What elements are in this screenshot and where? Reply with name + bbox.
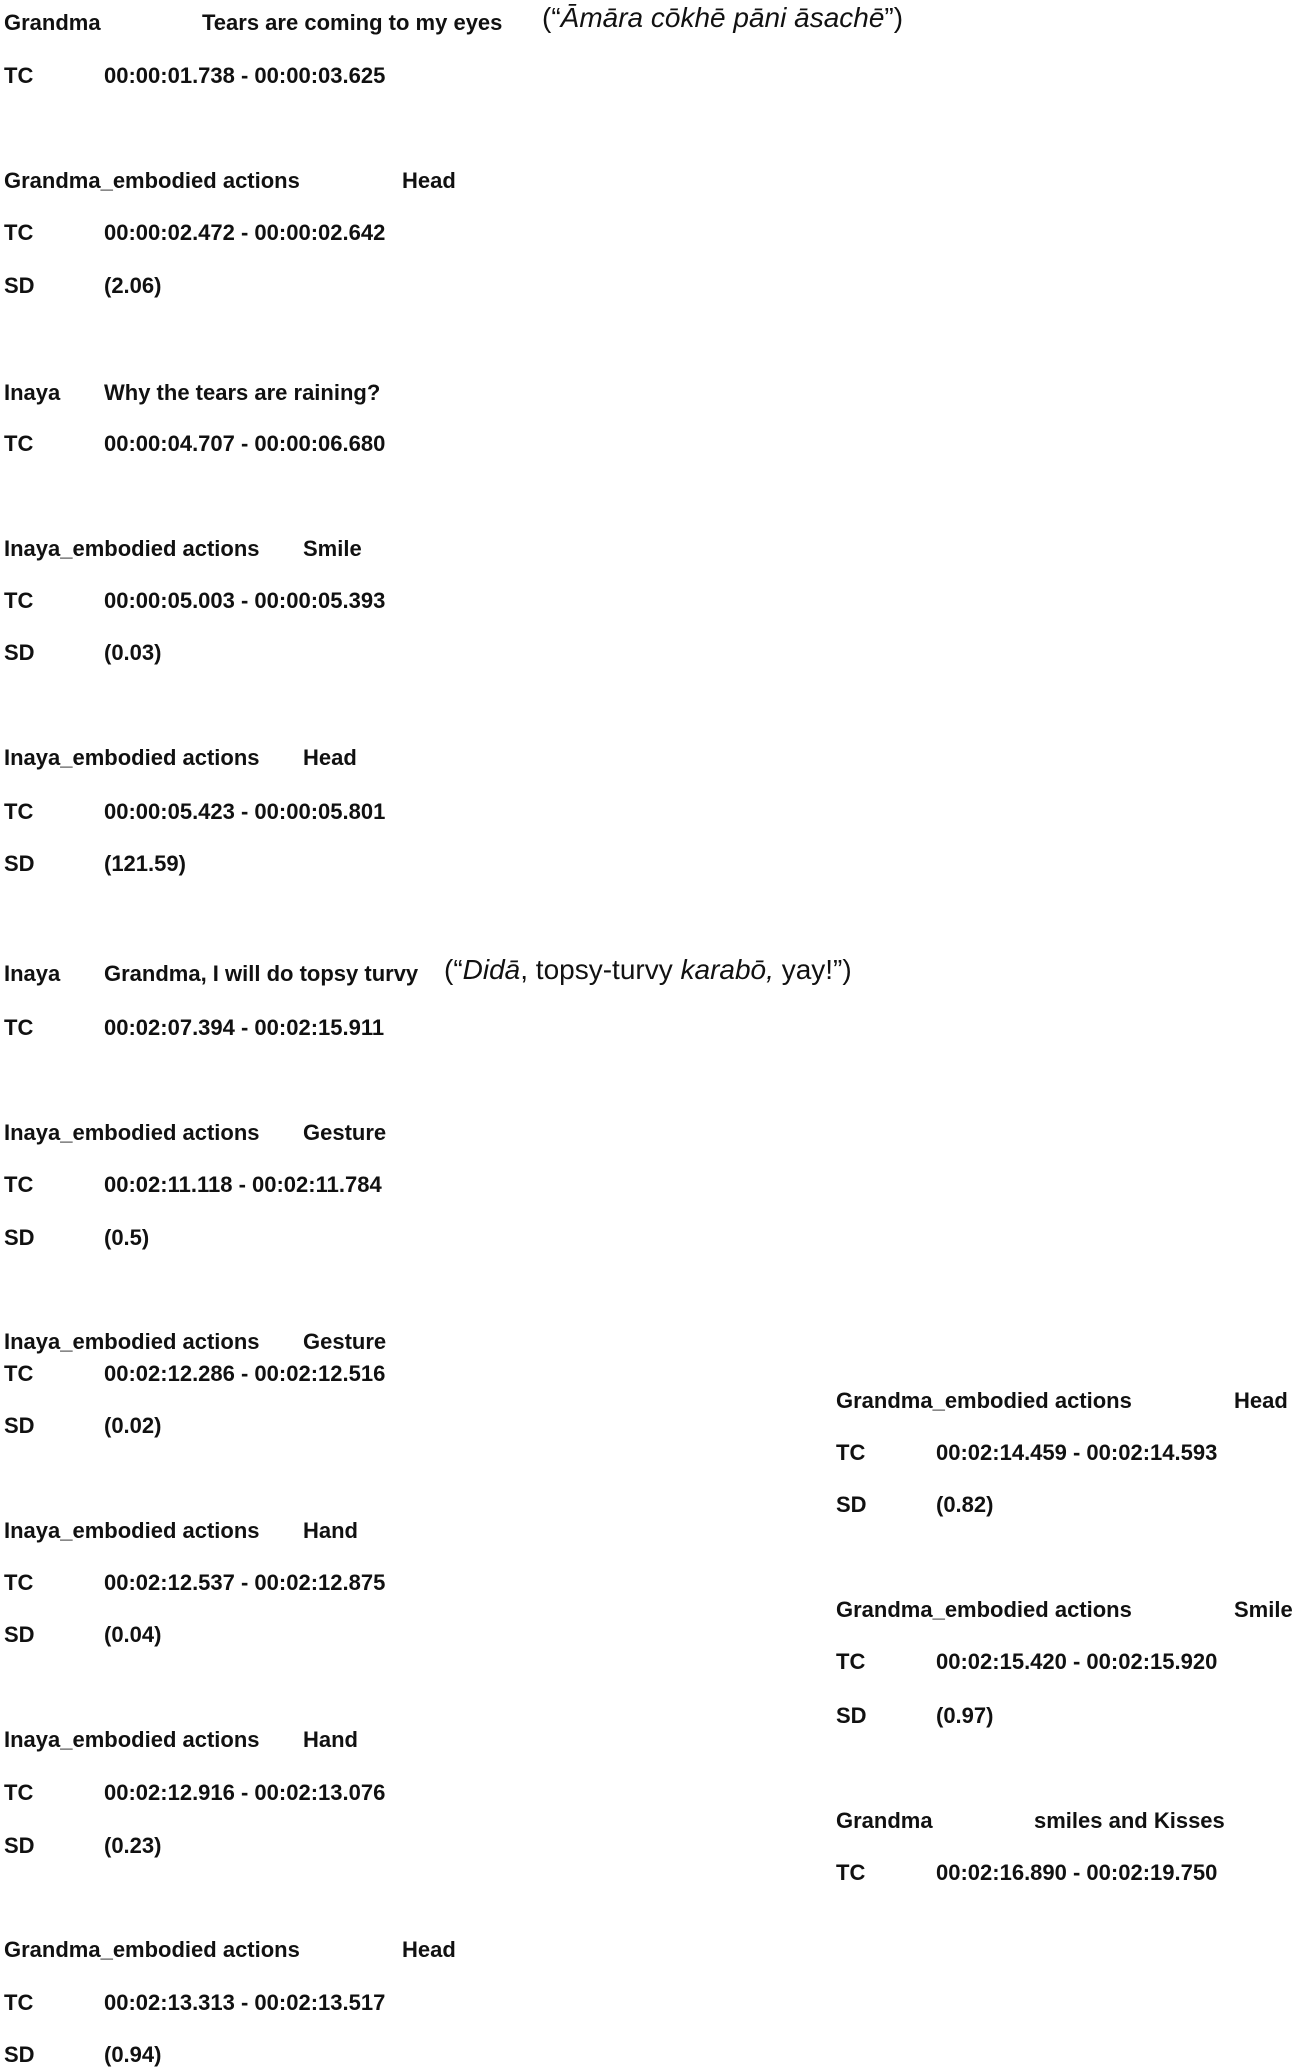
embodied-action: Head bbox=[402, 168, 456, 193]
sd-label: SD bbox=[4, 640, 35, 665]
utterance-transliteration bbox=[444, 954, 852, 985]
embodied-label: Inaya_embodied actions bbox=[4, 745, 260, 770]
embodied-label: Inaya_embodied actions bbox=[4, 1120, 260, 1145]
speaker-label: Grandma bbox=[4, 10, 101, 35]
embodied-label: Grandma_embodied actions bbox=[4, 168, 300, 193]
tc-label: TC bbox=[4, 431, 34, 456]
sd-value: (0.97) bbox=[936, 1703, 994, 1728]
embodied-action: Gesture bbox=[303, 1329, 387, 1354]
timecode: 00:02:12.537 - 00:02:12.875 bbox=[104, 1570, 386, 1595]
sd-value: (0.5) bbox=[104, 1225, 150, 1250]
sd-value: (2.06) bbox=[104, 273, 162, 298]
timecode: 00:00:01.738 - 00:00:03.625 bbox=[104, 63, 386, 88]
timecode: 00:02:16.890 - 00:02:19.750 bbox=[936, 1860, 1218, 1885]
tc-label: TC bbox=[4, 63, 34, 88]
speaker-label: Grandma bbox=[836, 1808, 933, 1833]
sd-value: (121.59) bbox=[104, 851, 186, 876]
timecode: 00:00:02.472 - 00:00:02.642 bbox=[104, 220, 386, 245]
embodied-action: Hand bbox=[303, 1727, 358, 1752]
quote-part-italic-1: Didā bbox=[462, 954, 521, 985]
tc-label: TC bbox=[4, 1172, 34, 1197]
embodied-action: Smile bbox=[303, 536, 362, 561]
sd-label: SD bbox=[4, 273, 35, 298]
quote-part-2: , topsy-turvy bbox=[520, 954, 681, 985]
timecode: 00:02:13.313 - 00:02:13.517 bbox=[104, 1990, 386, 2015]
timecode: 00:00:05.003 - 00:00:05.393 bbox=[104, 588, 386, 613]
sd-value: (0.02) bbox=[104, 1413, 162, 1438]
quote-open: (“ bbox=[542, 2, 561, 33]
sd-value: (0.23) bbox=[104, 1833, 162, 1858]
tc-label: TC bbox=[4, 220, 34, 245]
embodied-label: Inaya_embodied actions bbox=[4, 1329, 260, 1354]
embodied-action: Smile bbox=[1234, 1597, 1293, 1622]
tc-label: TC bbox=[836, 1860, 866, 1885]
utterance-transliteration bbox=[542, 2, 904, 33]
timecode: 00:02:14.459 - 00:02:14.593 bbox=[936, 1440, 1218, 1465]
timecode: 00:00:05.423 - 00:00:05.801 bbox=[104, 799, 386, 824]
sd-label: SD bbox=[4, 1225, 35, 1250]
sd-label: SD bbox=[4, 851, 35, 876]
tc-label: TC bbox=[836, 1440, 866, 1465]
embodied-label: Inaya_embodied actions bbox=[4, 536, 260, 561]
sd-value: (0.04) bbox=[104, 1622, 162, 1647]
timecode: 00:02:12.286 - 00:02:12.516 bbox=[104, 1361, 386, 1386]
quote-open: (“ bbox=[444, 954, 463, 985]
embodied-label: Inaya_embodied actions bbox=[4, 1518, 260, 1543]
embodied-label: Grandma_embodied actions bbox=[836, 1388, 1132, 1413]
tc-label: TC bbox=[4, 1361, 34, 1386]
quote-translit: Āmāra cōkhē pāni āsachē bbox=[560, 2, 885, 33]
sd-value: (0.82) bbox=[936, 1492, 994, 1517]
timecode: 00:02:12.916 - 00:02:13.076 bbox=[104, 1780, 386, 1805]
embodied-action: Gesture bbox=[303, 1120, 387, 1145]
sd-label: SD bbox=[836, 1492, 867, 1517]
utterance-text: Why the tears are raining? bbox=[104, 380, 381, 405]
embodied-action: Head bbox=[402, 1937, 456, 1962]
timecode: 00:02:15.420 - 00:02:15.920 bbox=[936, 1649, 1218, 1674]
utterance-text: Tears are coming to my eyes bbox=[202, 10, 503, 35]
embodied-label: Grandma_embodied actions bbox=[4, 1937, 300, 1962]
embodied-action: Hand bbox=[303, 1518, 358, 1543]
speaker-label: Inaya bbox=[4, 961, 61, 986]
tc-label: TC bbox=[836, 1649, 866, 1674]
tc-label: TC bbox=[4, 1780, 34, 1805]
tc-label: TC bbox=[4, 588, 34, 613]
tc-label: TC bbox=[4, 1015, 34, 1040]
timecode: 00:02:07.394 - 00:02:15.911 bbox=[104, 1015, 385, 1040]
utterance-text: Grandma, I will do topsy turvy bbox=[104, 961, 419, 986]
quote-part-4: yay!”) bbox=[773, 954, 852, 985]
tc-label: TC bbox=[4, 1570, 34, 1595]
embodied-label: Inaya_embodied actions bbox=[4, 1727, 260, 1752]
tc-label: TC bbox=[4, 1990, 34, 2015]
quote-close: ”) bbox=[884, 2, 904, 33]
tc-label: TC bbox=[4, 799, 34, 824]
sd-label: SD bbox=[4, 1622, 35, 1647]
timecode: 00:02:11.118 - 00:02:11.784 bbox=[104, 1172, 382, 1197]
sd-label: SD bbox=[4, 1413, 35, 1438]
embodied-label: Grandma_embodied actions bbox=[836, 1597, 1132, 1622]
sd-value: (0.03) bbox=[104, 640, 162, 665]
embodied-action: Head bbox=[303, 745, 357, 770]
utterance-text: smiles and Kisses bbox=[1034, 1808, 1225, 1833]
sd-label: SD bbox=[4, 1833, 35, 1858]
embodied-action: Head bbox=[1234, 1388, 1288, 1413]
quote-part-italic-3: karabō, bbox=[680, 954, 774, 985]
speaker-label: Inaya bbox=[4, 380, 61, 405]
timecode: 00:00:04.707 - 00:00:06.680 bbox=[104, 431, 386, 456]
sd-label: SD bbox=[4, 2042, 35, 2067]
sd-value: (0.94) bbox=[104, 2042, 162, 2067]
sd-label: SD bbox=[836, 1703, 867, 1728]
